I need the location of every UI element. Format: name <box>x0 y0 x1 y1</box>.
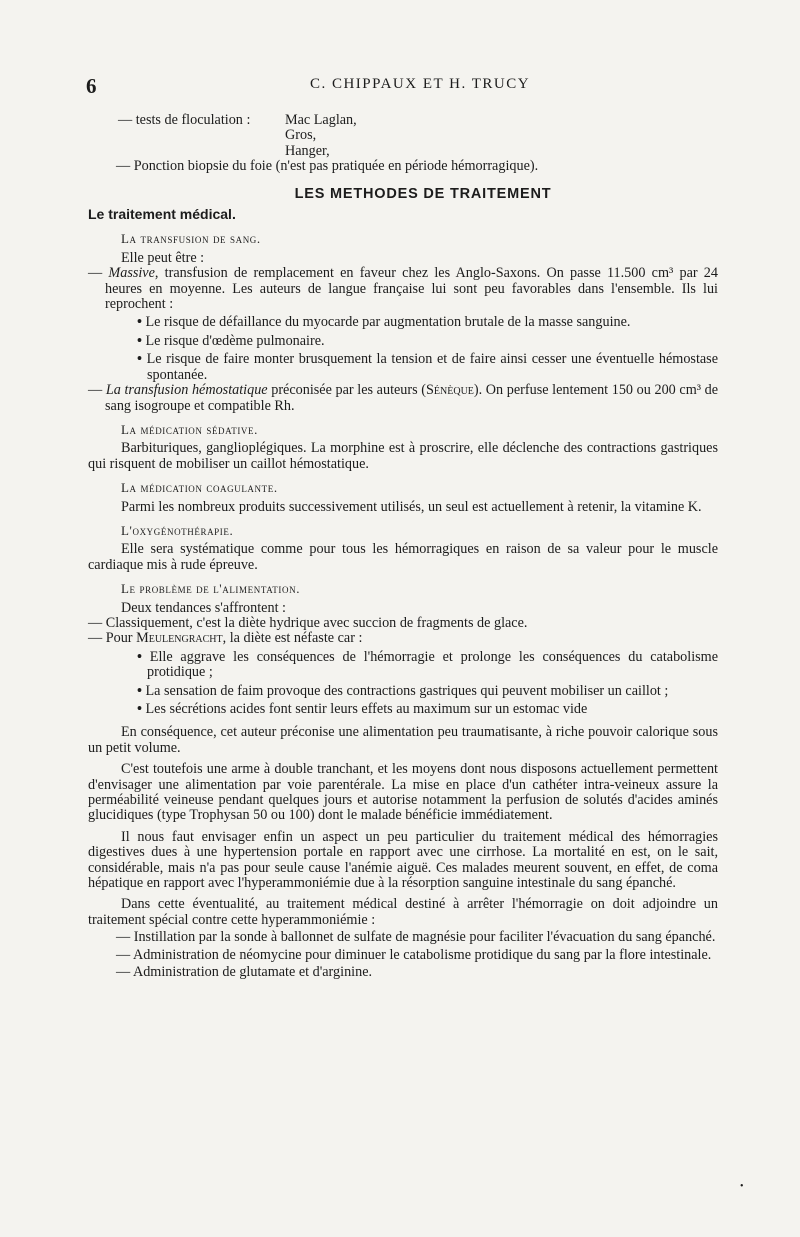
test-name: Gros, <box>285 127 317 144</box>
running-title: C. CHIPPAUX ET H. TRUCY <box>309 76 531 92</box>
ponction-line: — Ponction biopsie du foie (n'est pas pratiquée en période hémorragique). <box>116 158 539 175</box>
bullet-text: Le risque d'œdème pulmonaire. <box>145 332 325 349</box>
transfusion-hemostatique: — La transfusion hémostatique préconisée par les auteurs (Sénèque). On perfuse lentement 150 ou 200 cm³ de sang isogroupe et compatible Rh. <box>88 382 719 414</box>
bullet-item: • Le risque de faire monter brusquement la tension et de faire ainsi cesser une éventuelle hémostase spontanée. <box>137 351 719 383</box>
treatment-item: — Administration de néomycine pour diminuer le catabolisme protidique du sang par la flore intestinale. <box>116 946 712 963</box>
oxygen-text: Elle sera systématique comme pour tous les hémorragiques en raison de sa valeur pour le muscle cardiaque mis à rude épreuve. <box>88 541 718 573</box>
test-name: Hanger, <box>285 142 330 159</box>
hemo-term: La transfusion hémostatique <box>105 382 268 399</box>
page-content <box>88 113 718 981</box>
bullet-text: Le risque de faire monter brusquement la tension et de faire ainsi cesser une éventuelle hémostase spontanée. <box>146 351 719 383</box>
tests-list <box>88 113 718 159</box>
massive-text: , transfusion de remplacement en faveur chez les Anglo-Saxons. On passe 11.500 cm³ par 24 heures en moyenne. Les auteurs de langue française lui sont peu favorables dans l'ensemble. Ils lui reprochent : <box>105 265 718 313</box>
coagulant-text: Parmi les nombreux produits successivement utilisés, un seul est actuellement à retenir, la vitamine K. <box>121 498 702 515</box>
tests-label: — tests de floculation : <box>118 112 251 128</box>
author-name: Meulengracht <box>136 630 223 647</box>
bullet-item: • Le risque de défaillance du myocarde par augmentation brutale de la masse sanguine. <box>137 314 631 331</box>
heading-alimentation: Le problème de l'alimentation. <box>121 581 301 597</box>
bullet-item: • Les sécrétions acides font sentir leurs effets au maximum sur un estomac vide <box>137 701 588 717</box>
bullet-text: La sensation de faim provoque des contractions gastriques qui peuvent mobiliser un caillot ; <box>145 682 669 699</box>
sedative-text: Barbituriques, ganglioplégiques. La morphine est à proscrire, elle déclenche des contractions gastriques qui risquent de mobiliser un caillot hémostatique. <box>88 440 718 472</box>
alimentation-classic: — Classiquement, c'est la diète hydrique avec succion de fragments de glace. <box>88 614 528 631</box>
pour-text-end: , la diète est néfaste car : <box>222 630 363 647</box>
section-title: LES METHODES DE TRAITEMENT <box>294 185 552 202</box>
tests-names <box>285 113 357 159</box>
bullet-item: • Le risque d'œdème pulmonaire. <box>137 332 325 349</box>
heading-oxygen: L'oxygénothérapie. <box>121 522 234 538</box>
bullet-text: Le risque de défaillance du myocarde par augmentation brutale de la masse sanguine. <box>145 314 631 331</box>
heading-transfusion: La transfusion de sang. <box>121 231 261 247</box>
author-name: Sénèque <box>426 382 474 399</box>
alimentation-intro: Deux tendances s'affrontent : <box>121 599 286 616</box>
alimentation-pour <box>88 631 718 646</box>
subsection-title: Le traitement médical. <box>88 206 236 223</box>
hemo-text-end: ). On perfuse lentement 150 ou 200 cm³ de sang isogroupe et compatible Rh. <box>105 382 719 414</box>
bullet-item: • Elle aggrave les conséquences de l'hémorragie et prolonge les conséquences du catabolisme protidique ; <box>137 648 718 681</box>
hemo-text: préconisée par les auteurs ( <box>267 382 427 399</box>
test-name: Mac Laglan, <box>285 112 357 128</box>
paragraph: C'est toutefois une arme à double tranchant, et les moyens dont nous disposons actuellement permettent d'envisager une alimentation par voie parentérale. La mise en place d'un cathéter intra-veineux assure la perméabilité veineuse pendant quelques jours et autorise notamment la perfusion de solutés d'acides aminés glucidiques (type Trophysan 50 ou 100) dont le malade bénéficie immédiatement. <box>88 761 718 824</box>
paragraph: Il nous faut envisager enfin un aspect un peu particulier du traitement médical des hémorragies digestives dues à une hypertension portale en rapport avec une cirrhose. La mortalité en est, on le sait, considérable, mais n'a pas pour seule cause l'anémie aiguë. Ces malades meurent souvent, en effet, de coma hépatique en rapport avec l'hyperammoniémie due à la résorption sanguine intestinale du sang épanché. <box>88 828 718 892</box>
transfusion-intro: Elle peut être : <box>121 249 205 266</box>
treatment-item: — Instillation par la sonde à ballonnet de sulfate de magnésie pour faciliter l'évacuation du sang épanché. <box>116 929 716 946</box>
bullet-text: Elle aggrave les conséquences de l'hémorragie et prolonge les conséquences du catabolisme protidique ; <box>147 648 718 681</box>
paragraph: En conséquence, cet auteur préconise une alimentation peu traumatisante, à riche pouvoir calorique sous un petit volume. <box>88 724 718 756</box>
heading-sedative: La médication sédative. <box>121 421 258 437</box>
treatment-item: — Administration de glutamate et d'arginine. <box>116 964 373 981</box>
page-end-mark: • <box>740 1181 744 1192</box>
page-number: 6 <box>86 74 97 98</box>
bullet-item: • La sensation de faim provoque des contractions gastriques qui peuvent mobiliser un caillot ; <box>137 682 669 699</box>
bullet-text: Les sécrétions acides font sentir leurs effets au maximum sur un estomac vide <box>145 701 588 717</box>
pour-text: — Pour <box>88 630 137 647</box>
massive-term: Massive <box>108 265 155 282</box>
heading-coagulante: La médication coagulante. <box>121 480 278 496</box>
transfusion-massive: — Massive, transfusion de remplacement en faveur chez les Anglo-Saxons. On passe 11.500 cm³ par 24 heures en moyenne. Les auteurs de langue française lui sont peu favorables dans l'ensemble. Ils lui reprochent : <box>88 265 718 313</box>
paragraph: Dans cette éventualité, au traitement médical destiné à arrêter l'hémorragie on doit adjoindre un traitement spécial contre cette hyperammoniémie : <box>88 896 718 928</box>
